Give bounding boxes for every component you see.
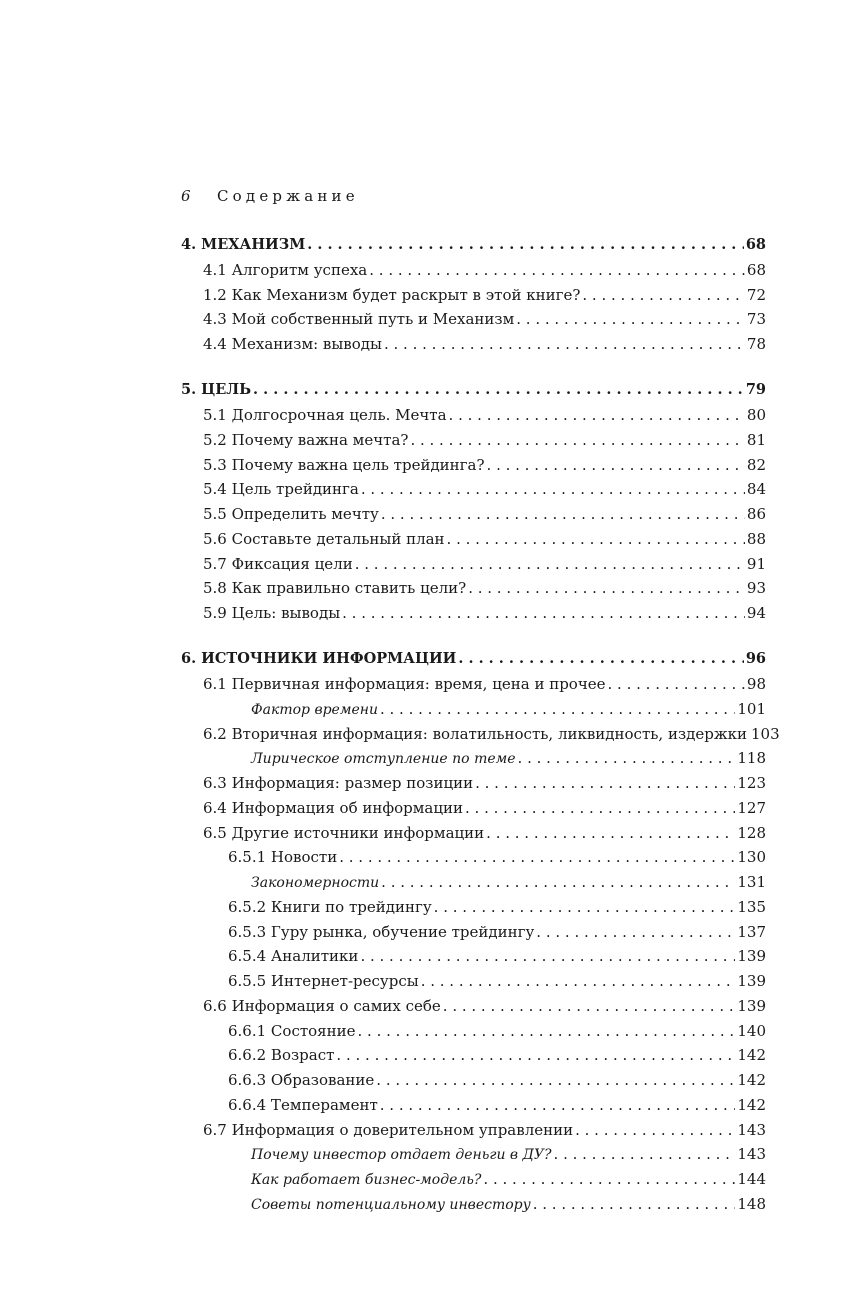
table-of-contents (181, 233, 780, 1217)
toc-entry-page: 68 (746, 260, 766, 279)
toc-entry[interactable] (181, 1118, 766, 1143)
dot-leader (380, 1093, 736, 1118)
toc-entry-page: 144 (737, 1170, 766, 1188)
toc-entry-page: 98 (746, 675, 766, 693)
toc-entry-page: 128 (737, 823, 766, 842)
toc-entry-page: 148 (737, 1194, 766, 1213)
toc-entry-title: 6.6 Информация о самих себе (203, 996, 441, 1015)
toc-entry[interactable] (181, 994, 766, 1019)
dot-leader (434, 895, 736, 920)
dot-leader (483, 1167, 735, 1192)
toc-entry-title: 6.6.4 Темперамент (228, 1095, 378, 1114)
toc-entry-page: 137 (737, 922, 766, 941)
toc-entry-title: 6.3 Информация: размер позиции (203, 774, 474, 792)
toc-entry[interactable] (181, 672, 766, 697)
toc-entry-page: 131 (737, 873, 766, 891)
toc-entry-title: 6.2 Вторичная информация: волатильность, ликвидность, издержки (203, 724, 748, 743)
dot-leader (608, 672, 745, 697)
toc-entry[interactable] (181, 697, 766, 722)
toc-entry-page: 91 (746, 554, 766, 573)
dot-leader (449, 403, 745, 428)
toc-entry-page: 103 (751, 724, 780, 743)
toc-entry[interactable] (181, 1043, 766, 1068)
toc-entry-title: 4.3 Мой собственный путь и Механизм (203, 310, 515, 329)
toc-entry-page: 73 (746, 310, 766, 329)
toc-entry-title: 6.6.3 Образование (228, 1071, 375, 1089)
dot-leader (421, 969, 736, 994)
dot-leader (360, 944, 735, 969)
dot-leader (554, 1142, 736, 1167)
toc-chapter-entry[interactable] (181, 233, 766, 258)
toc-entry-page: 68 (745, 236, 766, 253)
toc-entry[interactable] (181, 895, 766, 920)
toc-entry-title: Почему инвестор отдает деньги в ДУ? (251, 1147, 552, 1164)
dot-leader (307, 233, 744, 258)
dot-leader (410, 428, 744, 453)
toc-entry-title: 6. ИСТОЧНИКИ ИНФОРМАЦИИ (181, 650, 457, 668)
dot-leader (487, 453, 745, 478)
dot-leader (443, 994, 736, 1019)
toc-entry-page: 96 (745, 650, 766, 668)
toc-entry-page: 139 (737, 947, 766, 966)
dot-leader (376, 1068, 735, 1093)
toc-entry-title: Советы потенциальному инвестору (251, 1196, 531, 1213)
toc-entry-title: 4.4 Механизм: выводы (203, 335, 382, 353)
toc-entry[interactable] (181, 453, 766, 478)
dot-leader (486, 821, 735, 846)
toc-entry[interactable] (181, 1019, 766, 1044)
toc-entry[interactable] (181, 920, 766, 945)
toc-entry[interactable] (181, 771, 766, 796)
toc-entry-title: 5.1 Долгосрочная цель. Мечта (203, 406, 447, 424)
toc-entry-title: 6.6.1 Состояние (228, 1021, 356, 1040)
toc-entry-page: 81 (746, 430, 766, 449)
toc-entry[interactable] (181, 796, 766, 821)
toc-entry[interactable] (181, 307, 766, 332)
toc-entry[interactable] (181, 1093, 766, 1118)
toc-entry-page: 72 (746, 285, 766, 304)
toc-entry-page: 143 (737, 1145, 766, 1164)
toc-entry[interactable] (181, 1192, 766, 1217)
toc-entry[interactable] (181, 870, 766, 895)
toc-entry-title: 6.5.1 Новости (228, 848, 338, 867)
toc-entry[interactable] (181, 944, 766, 969)
toc-entry-page: 84 (746, 480, 766, 499)
dot-leader (575, 1118, 735, 1143)
toc-entry-title: 6.1 Первичная информация: время, цена и прочее (203, 675, 606, 693)
toc-entry-title: 6.5.5 Интернет-ресурсы (228, 972, 419, 990)
toc-chapter-entry[interactable] (181, 647, 766, 672)
dot-leader (336, 1043, 735, 1068)
toc-entry-title: 1.2 Как Механизм будет раскрыт в этой книге? (203, 285, 581, 304)
toc-entry-page: 80 (746, 406, 766, 424)
toc-entry-page: 142 (737, 1046, 766, 1065)
toc-chapter-entry[interactable] (181, 378, 766, 403)
toc-entry-page: 123 (737, 774, 766, 792)
toc-entry-title: 5.9 Цель: выводы (203, 604, 341, 622)
toc-entry[interactable] (181, 1068, 766, 1093)
dot-leader (358, 1019, 736, 1044)
dot-leader (582, 283, 745, 308)
dot-leader (380, 697, 735, 722)
toc-entry-title: 6.6.2 Возраст (228, 1046, 335, 1065)
toc-entry[interactable] (181, 283, 766, 308)
dot-leader (361, 477, 745, 502)
toc-entry[interactable] (181, 821, 766, 846)
dot-leader (384, 332, 745, 357)
toc-entry-page: 79 (745, 381, 766, 399)
toc-entry-page: 130 (737, 848, 766, 867)
dot-leader (253, 378, 744, 403)
toc-entry-title: 5.5 Определить мечту (203, 505, 379, 523)
toc-entry-title: Как работает бизнес-модель? (251, 1172, 482, 1188)
dot-leader (381, 870, 735, 895)
toc-entry-page: 127 (737, 798, 766, 817)
dot-leader (465, 796, 735, 821)
toc-entry[interactable] (181, 845, 766, 870)
dot-leader (369, 258, 745, 283)
toc-entry-page: 82 (746, 455, 766, 474)
dot-leader (381, 502, 745, 527)
toc-entry-title: Лирическое отступление по теме (251, 751, 516, 768)
toc-entry[interactable] (181, 576, 766, 601)
toc-entry-title: 5.7 Фиксация цели (203, 554, 353, 573)
toc-entry-page: 139 (737, 972, 766, 990)
toc-entry[interactable] (181, 746, 766, 771)
toc-entry[interactable] (181, 527, 766, 552)
toc-entry-title: 6.5 Другие источники информации (203, 823, 485, 842)
toc-entry-page: 86 (746, 505, 766, 523)
toc-entry-page: 88 (746, 529, 766, 548)
toc-entry-page: 142 (737, 1071, 766, 1089)
toc-entry-title: Закономерности (251, 875, 380, 891)
toc-entry-title: 5.2 Почему важна мечта? (203, 430, 409, 449)
dot-leader (458, 647, 743, 672)
toc-entry-page: 143 (737, 1120, 766, 1139)
toc-entry-page: 139 (737, 996, 766, 1015)
toc-entry-title: 4.1 Алгоритм успеха (203, 260, 368, 279)
toc-entry-page: 118 (737, 749, 766, 768)
toc-entry[interactable] (181, 722, 780, 747)
toc-entry-page: 94 (746, 604, 766, 622)
dot-leader (536, 920, 735, 945)
toc-entry[interactable] (181, 552, 766, 577)
toc-entry[interactable] (181, 403, 766, 428)
toc-entry-title: 5.4 Цель трейдинга (203, 480, 359, 499)
toc-entry-title: 6.5.3 Гуру рынка, обучение трейдингу (228, 922, 535, 941)
dot-leader (355, 552, 745, 577)
toc-entry-title: 6.7 Информация о доверительном управлении (203, 1120, 574, 1139)
toc-entry-page: 93 (746, 579, 766, 598)
toc-entry[interactable] (181, 601, 766, 626)
toc-entry[interactable] (181, 1142, 766, 1167)
toc-entry-page: 142 (737, 1095, 766, 1114)
toc-entry[interactable] (181, 969, 766, 994)
toc-entry-title: Фактор времени (251, 701, 378, 718)
toc-entry-title: 6.5.4 Аналитики (228, 947, 359, 966)
dot-leader (447, 527, 745, 552)
toc-entry-title: 5.8 Как правильно ставить цели? (203, 579, 467, 598)
dot-leader (533, 1192, 736, 1217)
page-number: 6 (181, 187, 191, 205)
dot-leader (342, 601, 745, 626)
toc-entry-title: 4. МЕХАНИЗМ (181, 236, 306, 253)
toc-entry[interactable] (181, 502, 766, 527)
dot-leader (516, 307, 745, 332)
toc-entry-page: 101 (737, 699, 766, 718)
toc-entry[interactable] (181, 1167, 766, 1192)
dot-leader (468, 576, 745, 601)
toc-entry[interactable] (181, 332, 766, 357)
running-title: Содержание (217, 187, 359, 205)
toc-entry-page: 135 (737, 897, 766, 916)
toc-entry[interactable] (181, 258, 766, 283)
dot-leader (339, 845, 735, 870)
toc-entry-title: 5. ЦЕЛЬ (181, 381, 252, 399)
running-head (181, 186, 359, 206)
toc-entry-title: 6.4 Информация об информации (203, 798, 464, 817)
dot-leader (475, 771, 735, 796)
toc-entry-title: 5.3 Почему важна цель трейдинга? (203, 455, 485, 474)
toc-entry-title: 5.6 Составьте детальный план (203, 529, 445, 548)
toc-entry[interactable] (181, 428, 766, 453)
toc-entry-title: 6.5.2 Книги по трейдингу (228, 897, 432, 916)
toc-entry-page: 140 (737, 1021, 766, 1040)
toc-entry-page: 78 (746, 335, 766, 353)
dot-leader (518, 746, 736, 771)
toc-entry[interactable] (181, 477, 766, 502)
